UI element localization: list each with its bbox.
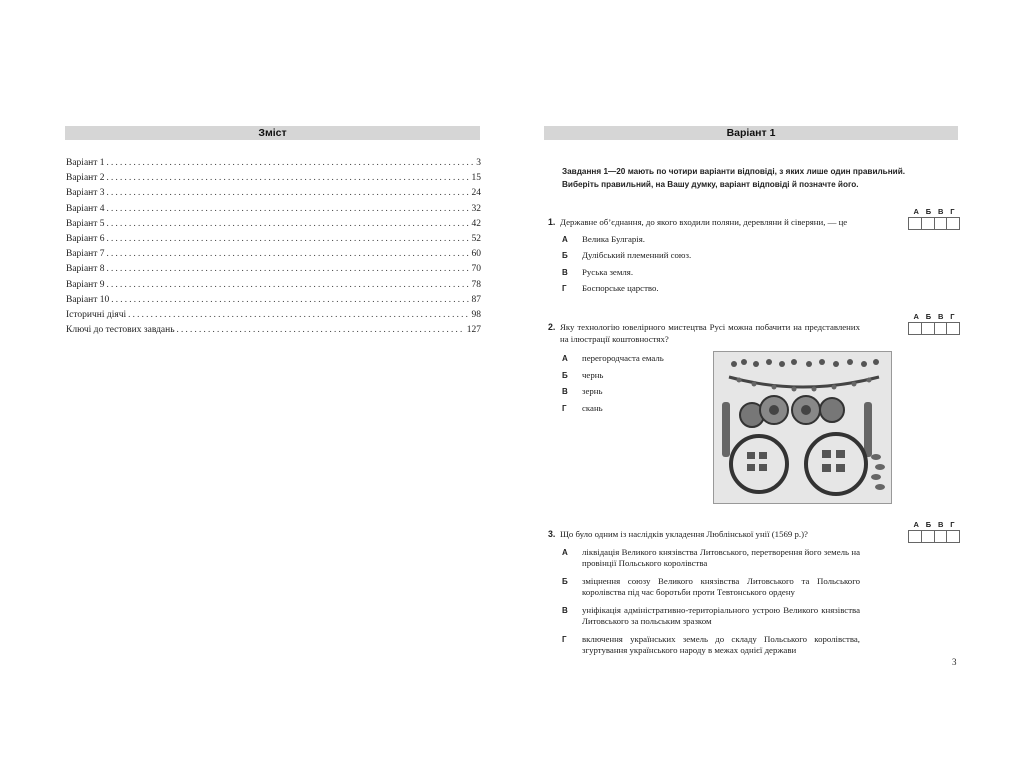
- question-text: Що було одним із наслідків укладення Люблінської унії (1569 р.)?: [560, 529, 808, 539]
- question-3: [548, 529, 860, 657]
- option-v[interactable]: [548, 605, 860, 628]
- answer-box-b[interactable]: [922, 531, 935, 542]
- option-letter: Б: [562, 251, 568, 260]
- toc-entry-label: Варіант 10: [66, 294, 110, 305]
- toc-entry-page: 15: [471, 173, 481, 184]
- answer-letter: Б: [925, 207, 932, 216]
- option-letter: Б: [562, 370, 568, 380]
- toc-entry[interactable]: [66, 218, 481, 233]
- option-b[interactable]: [548, 250, 860, 262]
- table-of-contents: [66, 157, 481, 339]
- toc-entry-label: Варіант 7: [66, 249, 105, 260]
- answer-box-g[interactable]: [947, 218, 959, 229]
- answer-box-g[interactable]: [947, 323, 959, 334]
- option-letter: А: [562, 234, 568, 244]
- toc-entry-label: Варіант 3: [66, 188, 105, 199]
- question-1: [548, 217, 860, 295]
- toc-entry[interactable]: [66, 279, 481, 294]
- answer-box-a[interactable]: [909, 531, 922, 542]
- option-letter: А: [562, 354, 568, 363]
- option-text: зернь: [582, 386, 603, 396]
- right-page: [512, 0, 1024, 768]
- option-text: Боспорське царство.: [582, 283, 659, 293]
- jewelry-illustration: [714, 352, 891, 503]
- toc-entry-page: 70: [471, 264, 481, 275]
- option-a[interactable]: [548, 547, 860, 570]
- toc-entry-page: 87: [471, 294, 481, 305]
- toc-entry[interactable]: [66, 309, 481, 324]
- answer-box-b[interactable]: [922, 218, 935, 229]
- answer-box-b[interactable]: [922, 323, 935, 334]
- toc-entry-page: 78: [471, 279, 481, 290]
- toc-entry[interactable]: [66, 248, 481, 263]
- toc-entry-page: 24: [471, 188, 481, 199]
- answer-box-v[interactable]: [935, 323, 948, 334]
- toc-entry-label: Варіант 2: [66, 173, 105, 184]
- option-letter: В: [562, 387, 568, 396]
- toc-entry-page: 42: [471, 218, 481, 229]
- toc-entry-page: 127: [466, 325, 481, 336]
- option-text: перегородчаста емаль: [582, 353, 664, 363]
- option-a[interactable]: [548, 234, 860, 246]
- option-text: Велика Булгарія.: [582, 233, 645, 244]
- option-text: скань: [582, 402, 603, 413]
- option-text: уніфікація адміністративно-територіального устрою Великого князівства Литовського за польським зразком: [582, 604, 860, 626]
- answer-grid-q2: [908, 312, 960, 335]
- answer-letter: Г: [950, 312, 955, 321]
- toc-entry-label: Варіант 6: [66, 233, 105, 244]
- option-text: ліквідація Великого князівства Литовського, перетворення його земель на провінції Польського королівства: [582, 546, 860, 568]
- option-letter: В: [562, 605, 568, 615]
- toc-entry[interactable]: [66, 157, 481, 172]
- toc-entry[interactable]: [66, 203, 481, 218]
- option-g[interactable]: [548, 283, 860, 295]
- toc-entry-label: Варіант 8: [66, 264, 105, 275]
- answer-box-a[interactable]: [909, 323, 922, 334]
- toc-entry[interactable]: [66, 324, 481, 339]
- answer-box-a[interactable]: [909, 218, 922, 229]
- answer-letter: В: [938, 520, 944, 529]
- toc-entry[interactable]: [66, 294, 481, 309]
- toc-entry-label: Ключі до тестових завдань: [66, 325, 175, 336]
- option-letter: В: [562, 267, 568, 277]
- toc-entry-label: Варіант 4: [66, 203, 105, 214]
- answer-letter: В: [938, 207, 944, 216]
- answer-letter: Г: [950, 207, 955, 216]
- option-text: зміцнення союзу Великого князівства Литовського та Польського королівства під час боротьби проти Тевтонського ордену: [582, 575, 860, 597]
- toc-entry-page: 32: [471, 203, 481, 214]
- option-b[interactable]: [548, 576, 860, 599]
- answer-box-g[interactable]: [947, 531, 959, 542]
- option-g[interactable]: [548, 634, 860, 657]
- toc-entry-label: Варіант 1: [66, 158, 105, 168]
- toc-entry-page: 52: [471, 233, 481, 244]
- option-v[interactable]: [548, 267, 860, 279]
- option-text: включення українських земель до складу Польського королівства, згуртування українського народу в межах однієї держави: [582, 633, 860, 655]
- page-number: 3: [952, 657, 957, 667]
- question-number: 1.: [548, 217, 556, 227]
- answer-grid-q3: [908, 520, 960, 543]
- question-text: Державне об’єднання, до якого входили поляни, деревляни й сіверяни, — це: [560, 217, 848, 227]
- option-letter: Б: [562, 576, 568, 586]
- answer-letter: А: [913, 312, 919, 321]
- answer-letter: Б: [925, 312, 932, 321]
- toc-entry[interactable]: [66, 172, 481, 187]
- option-text: чернь: [582, 369, 604, 380]
- answer-letter: А: [913, 207, 919, 216]
- toc-entry[interactable]: [66, 263, 481, 278]
- toc-entry-label: Варіант 9: [66, 279, 105, 290]
- toc-entry-label: Варіант 5: [66, 218, 105, 229]
- answer-letter: Б: [925, 520, 932, 529]
- toc-entry[interactable]: [66, 187, 481, 202]
- option-letter: Г: [562, 284, 567, 293]
- question-number: 3.: [548, 529, 556, 539]
- toc-entry-page: 60: [471, 249, 481, 260]
- contents-title: Зміст: [65, 126, 480, 140]
- option-letter: Г: [562, 403, 567, 413]
- variant-title: Варіант 1: [544, 126, 958, 140]
- option-text: Руська земля.: [582, 266, 634, 277]
- jewelry-photo: [713, 351, 892, 504]
- answer-grid-q1: [908, 207, 960, 230]
- toc-entry-page: 3: [476, 158, 481, 168]
- option-letter: Г: [562, 634, 567, 644]
- answer-letter: А: [913, 520, 919, 529]
- toc-entry[interactable]: [66, 233, 481, 248]
- toc-entry-page: 98: [471, 309, 481, 320]
- question-text: Яку технологію ювелірного мистецтва Русі можна побачити на представлених на ілюстрації коштовностях?: [560, 322, 860, 344]
- toc-entry-label: Історичні діячі: [66, 309, 127, 320]
- answer-box-v[interactable]: [935, 218, 948, 229]
- option-letter: А: [562, 547, 568, 557]
- question-number: 2.: [548, 322, 556, 332]
- answer-letter: Г: [950, 520, 955, 529]
- option-text: Дулібський племенний союз.: [582, 250, 692, 260]
- answer-letter: В: [938, 312, 944, 321]
- answer-box-v[interactable]: [935, 531, 948, 542]
- instructions-text: Завдання 1—20 мають по чотири варіанти відповіді, з яких лише один правильний. Виберіть правильний, на Вашу думку, варіант відповіді й позначте його.: [562, 167, 905, 189]
